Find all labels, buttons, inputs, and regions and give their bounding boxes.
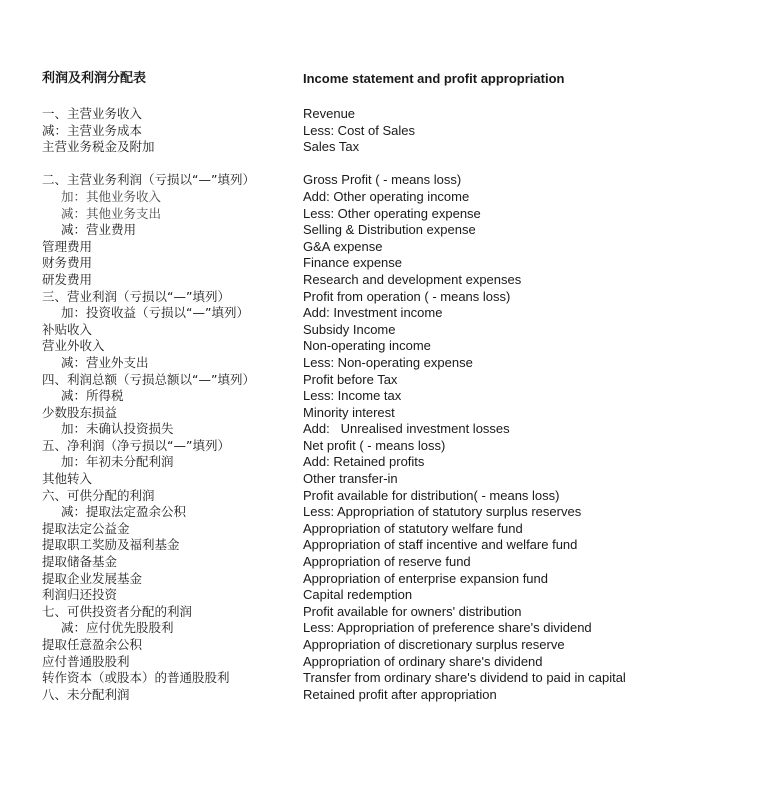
row-statutory-surplus-reserves xyxy=(0,504,761,521)
row-zh-label: 减：营业外支出 xyxy=(61,354,149,370)
row-zh-label: 四、利润总额（亏损总额以“—”填列） xyxy=(42,371,255,387)
row-zh-label: 提取职工奖励及福利基金 xyxy=(42,537,180,553)
row-en-label: Less: Appropriation of statutory surplus reserves xyxy=(303,504,582,520)
row-en-label: Appropriation of statutory welfare fund xyxy=(303,520,523,536)
row-revenue xyxy=(0,106,761,123)
row-en-label: G&A expense xyxy=(303,238,383,254)
row-en-label: Less: Appropriation of preference share's dividend xyxy=(303,620,592,636)
row-retained-profit-after-appropriation xyxy=(0,687,761,704)
row-zh-label: 营业外收入 xyxy=(42,338,105,354)
row-rd-expense xyxy=(0,272,761,289)
row-en-label: Add: Investment income xyxy=(303,305,443,321)
row-non-operating-expense xyxy=(0,355,761,372)
row-owners-distribution xyxy=(0,604,761,621)
statement-rows xyxy=(0,106,761,703)
row-net-profit xyxy=(0,438,761,455)
row-zh-label: 加：年初未分配利润 xyxy=(61,454,174,470)
row-en-label: Less: Other operating expense xyxy=(303,205,481,221)
row-en-label: Less: Non-operating expense xyxy=(303,354,473,370)
row-zh-label: 应付普通股股利 xyxy=(42,653,130,669)
row-en-label: Finance expense xyxy=(303,255,403,271)
row-zh-label: 提取储备基金 xyxy=(42,554,118,570)
row-en-label: Selling & Distribution expense xyxy=(303,222,476,238)
row-non-operating-income xyxy=(0,338,761,355)
row-en-label: Appropriation of ordinary share's dividend xyxy=(303,653,543,669)
row-income-tax xyxy=(0,388,761,405)
row-en-label: Profit available for owners' distribution xyxy=(303,603,522,619)
row-zh-label: 主营业务税金及附加 xyxy=(42,139,155,155)
row-en-label: Other transfer-in xyxy=(303,471,398,487)
row-gross-profit xyxy=(0,172,761,189)
row-zh-label: 减：所得税 xyxy=(61,388,124,404)
en-title: Income statement and profit appropriation xyxy=(303,71,565,86)
row-en-label: Gross Profit ( - means loss) xyxy=(303,172,462,188)
row-unrealised-investment-losses xyxy=(0,421,761,438)
row-preference-dividend xyxy=(0,620,761,637)
row-ordinary-dividend xyxy=(0,654,761,671)
row-en-label: Appropriation of enterprise expansion fund xyxy=(303,570,548,586)
row-selling-expense xyxy=(0,222,761,239)
row-zh-label: 三、营业利润（亏损以“—”填列） xyxy=(42,288,230,304)
row-ga-expense xyxy=(0,239,761,256)
row-zh-label: 转作资本（或股本）的普通股股利 xyxy=(42,670,230,686)
row-retained-profits xyxy=(0,454,761,471)
row-en-label: Profit before Tax xyxy=(303,371,398,387)
row-other-operating-expense xyxy=(0,206,761,223)
row-zh-label: 一、主营业务收入 xyxy=(42,106,143,121)
row-en-label: Retained profit after appropriation xyxy=(303,686,497,702)
row-zh-label: 利润归还投资 xyxy=(42,587,118,603)
row-other-transfer-in xyxy=(0,471,761,488)
row-zh-label: 八、未分配利润 xyxy=(42,686,130,702)
row-zh-label: 减：提取法定盈余公积 xyxy=(61,504,187,520)
header-row xyxy=(0,71,761,91)
row-zh-label: 研发费用 xyxy=(42,271,93,287)
row-en-label: Add: Unrealised investment losses xyxy=(303,421,510,437)
row-en-label: Appropriation of discretionary surplus reserve xyxy=(303,637,565,652)
row-zh-label: 加：投资收益（亏损以“—”填列） xyxy=(61,305,249,321)
row-finance-expense xyxy=(0,255,761,272)
row-zh-label: 提取任意盈余公积 xyxy=(42,637,143,652)
row-zh-label: 其他转入 xyxy=(42,471,93,487)
row-en-label: Capital redemption xyxy=(303,587,413,603)
row-zh-label: 减：营业费用 xyxy=(61,222,137,238)
row-staff-incentive-fund xyxy=(0,537,761,554)
row-subsidy-income xyxy=(0,322,761,339)
row-en-label: Less: Cost of Sales xyxy=(303,122,415,138)
row-en-label: Appropriation of staff incentive and welfare fund xyxy=(303,537,578,553)
row-en-label: Subsidy Income xyxy=(303,321,396,337)
row-en-label: Transfer from ordinary share's dividend to paid in capital xyxy=(303,670,626,686)
row-discretionary-surplus xyxy=(0,637,761,654)
row-zh-label: 加：其他业务收入 xyxy=(61,188,162,204)
row-sales-tax xyxy=(0,139,761,156)
row-en-label: Non-operating income xyxy=(303,338,431,354)
row-reserve-fund xyxy=(0,554,761,571)
row-capital-redemption xyxy=(0,587,761,604)
row-cost-of-sales xyxy=(0,123,761,140)
row-en-label: Less: Income tax xyxy=(303,388,402,404)
row-investment-income xyxy=(0,305,761,322)
row-en-label: Add: Retained profits xyxy=(303,454,425,470)
row-zh-label: 财务费用 xyxy=(42,255,93,271)
row-enterprise-expansion-fund xyxy=(0,571,761,588)
row-dividend-to-capital xyxy=(0,670,761,687)
section-spacer xyxy=(0,156,761,173)
row-zh-label: 提取法定公益金 xyxy=(42,520,130,536)
row-zh-label: 五、净利润（净亏损以“—”填列） xyxy=(42,437,230,453)
row-zh-label: 二、主营业务利润（亏损以“—”填列） xyxy=(42,172,255,188)
row-zh-label: 减：其他业务支出 xyxy=(61,205,162,221)
zh-title: 利润及利润分配表 xyxy=(42,71,147,86)
row-profit-before-tax xyxy=(0,372,761,389)
row-en-label: Profit from operation ( - means loss) xyxy=(303,288,511,304)
row-zh-label: 六、可供分配的利润 xyxy=(42,487,155,503)
row-en-label: Revenue xyxy=(303,106,356,121)
row-zh-label: 提取企业发展基金 xyxy=(42,570,143,586)
row-zh-label: 减：主营业务成本 xyxy=(42,122,143,138)
row-operating-profit xyxy=(0,289,761,306)
row-zh-label: 加：未确认投资损失 xyxy=(61,421,174,437)
row-zh-label: 七、可供投资者分配的利润 xyxy=(42,603,193,619)
row-en-label: Net profit ( - means loss) xyxy=(303,437,446,453)
row-zh-label: 管理费用 xyxy=(42,238,93,254)
row-minority-interest xyxy=(0,405,761,422)
row-other-operating-income xyxy=(0,189,761,206)
row-profit-available-distribution xyxy=(0,488,761,505)
row-zh-label: 减：应付优先股股利 xyxy=(61,620,174,636)
row-en-label: Sales Tax xyxy=(303,139,360,155)
row-en-label: Add: Other operating income xyxy=(303,188,470,204)
row-en-label: Appropriation of reserve fund xyxy=(303,554,471,570)
row-zh-label: 少数股东损益 xyxy=(42,404,118,420)
row-zh-label: 补贴收入 xyxy=(42,321,93,337)
row-statutory-welfare-fund xyxy=(0,521,761,538)
row-en-label: Research and development expenses xyxy=(303,271,522,287)
row-en-label: Profit available for distribution( - means loss) xyxy=(303,487,560,503)
row-en-label: Minority interest xyxy=(303,404,395,420)
